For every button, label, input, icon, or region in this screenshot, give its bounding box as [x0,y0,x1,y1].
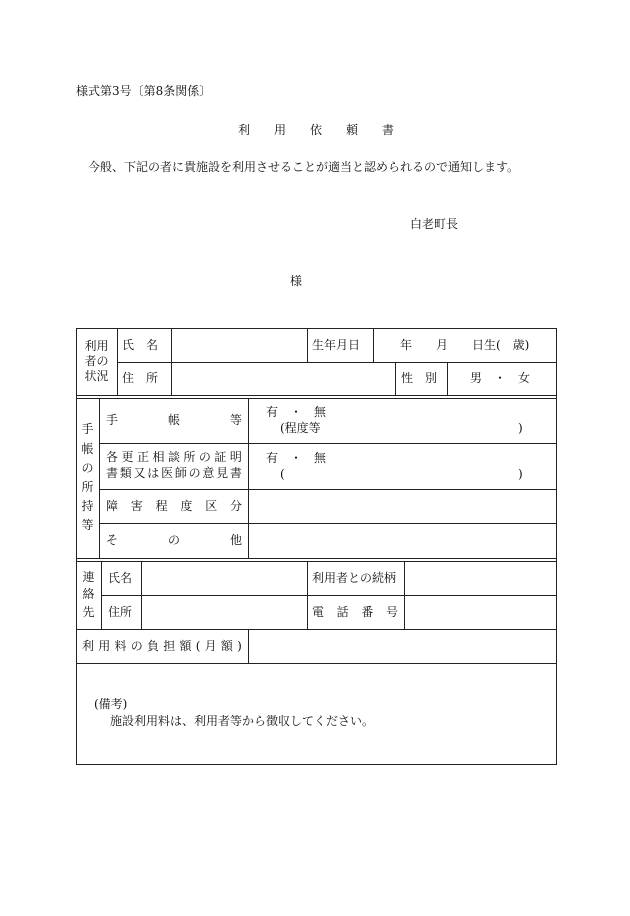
contact-address-field[interactable] [142,596,306,628]
certificate-label-line2 [106,467,242,479]
label-char: 電 [312,604,325,619]
label-char: 意 [202,466,215,480]
label-char: 号 [385,604,398,619]
label-char: 負 [147,638,160,653]
label-char: 持 [81,499,94,514]
certificate-detail-close: ) [518,467,523,481]
handbook-label [106,398,242,443]
contact-name-label: 氏名 [108,570,133,585]
handbook-yes-no[interactable]: 有 ・ 無 [266,405,327,419]
label-char: の [188,466,201,480]
label-char: 月 [204,638,217,653]
label-char: 障 [106,498,119,513]
label-char: そ [106,533,119,548]
divider [307,328,308,362]
label-char: 各 [106,450,119,464]
intro-text: 今般、下記の者に貴施設を利用させることが適当と認められるので通知します。 [88,160,520,174]
birthdate-label: 生年月日 [312,337,361,352]
label-char: 医 [161,466,174,480]
label-char: 所 [183,450,196,464]
label-char: 見 [216,466,229,480]
label-char: ( [195,638,201,653]
remarks-text: 施設利用料は、利用者等から徴収してください。 [110,714,375,728]
label-char: 担 [163,638,176,653]
label-char: 手 [81,422,94,437]
label-char: の [81,460,94,475]
label-char: 度 [180,498,193,513]
label-char: 用 [98,638,111,653]
label-char: 等 [229,413,242,428]
certificate-label-line1 [106,451,242,467]
form-number: 様式第3号〔第8条関係〕 [76,84,212,98]
fee-field[interactable] [249,630,556,662]
certificate-yes-no[interactable]: 有 ・ 無 [266,451,327,465]
divider [76,395,557,396]
label-char: 絡 [82,587,95,602]
fee-label [82,629,242,663]
label-char: 書 [106,466,119,480]
address-label: 住 所 [122,371,159,386]
divider [76,558,557,559]
page-title: 利 用 依 頼 書 [238,123,395,137]
certificate-label [106,451,242,479]
relation-label: 利用者との続柄 [312,570,397,585]
label-char: 料 [114,638,127,653]
divider [447,362,448,395]
group-label-line: 状況 [84,369,109,383]
gender-value[interactable]: 男 ・ 女 [470,371,531,386]
label-char: 帳 [167,413,180,428]
label-char: 他 [229,533,242,548]
phone-field[interactable] [405,596,556,628]
contact-address-label: 住所 [108,604,133,619]
phone-label [312,595,398,629]
name-field[interactable] [172,329,306,361]
label-char: の [130,638,143,653]
label-char: 書 [229,466,242,480]
label-char: 又 [133,466,146,480]
label-char: 証 [214,450,227,464]
address-field[interactable] [172,363,394,394]
divider [395,362,396,395]
label-char: 更 [121,450,134,464]
handbook-degree[interactable]: (程度等 [280,421,321,435]
label-char: 害 [130,498,143,513]
other-label [106,523,242,558]
label-char: ) [237,638,242,653]
label-char: 番 [361,604,374,619]
group-label-line: 利用 [84,339,109,353]
label-char: 正 [136,450,149,464]
disability-level-field[interactable] [249,490,556,522]
disability-level-label [106,489,242,523]
contact-group-label [76,561,101,629]
birthdate-value[interactable]: 年 月 日生( 歳) [400,337,530,352]
addressee-suffix: 様 [290,274,303,288]
divider [117,328,118,395]
handbook-degree-close: ) [518,421,523,435]
label-char: 手 [106,413,119,428]
label-char: の [198,450,211,464]
handbook-group-label [76,398,99,558]
label-char: 先 [82,604,95,619]
contact-name-field[interactable] [142,562,306,594]
divider [99,398,100,558]
label-char: 帳 [81,441,94,456]
user-status-group-label [76,328,117,395]
label-char: 連 [82,569,95,584]
divider [373,328,374,362]
label-char: 談 [167,450,180,464]
label-char: 師 [174,466,187,480]
label-char: 所 [81,480,94,494]
relation-field[interactable] [405,562,556,594]
label-char: 類 [119,466,132,480]
label-char: 利 [82,638,95,653]
label-char: 分 [229,498,242,513]
label-char: 明 [229,450,242,464]
divider [99,443,557,444]
label-char: 相 [152,450,165,464]
label-char: 等 [81,518,94,533]
group-label-line: 者の [84,354,109,368]
gender-label: 性 別 [401,371,438,386]
name-label: 氏 名 [122,337,159,352]
label-char: 程 [155,498,168,513]
other-field[interactable] [249,524,556,557]
label-char: 区 [205,498,218,513]
label-char: 額 [220,638,233,653]
label-char: 話 [336,604,349,619]
issuer: 白老町長 [410,217,459,231]
label-char: 額 [179,638,192,653]
remarks-heading: (備考) [94,697,128,711]
label-char: は [147,466,160,480]
divider [76,663,557,664]
label-char: の [167,533,180,548]
certificate-detail[interactable]: ( [280,467,285,481]
